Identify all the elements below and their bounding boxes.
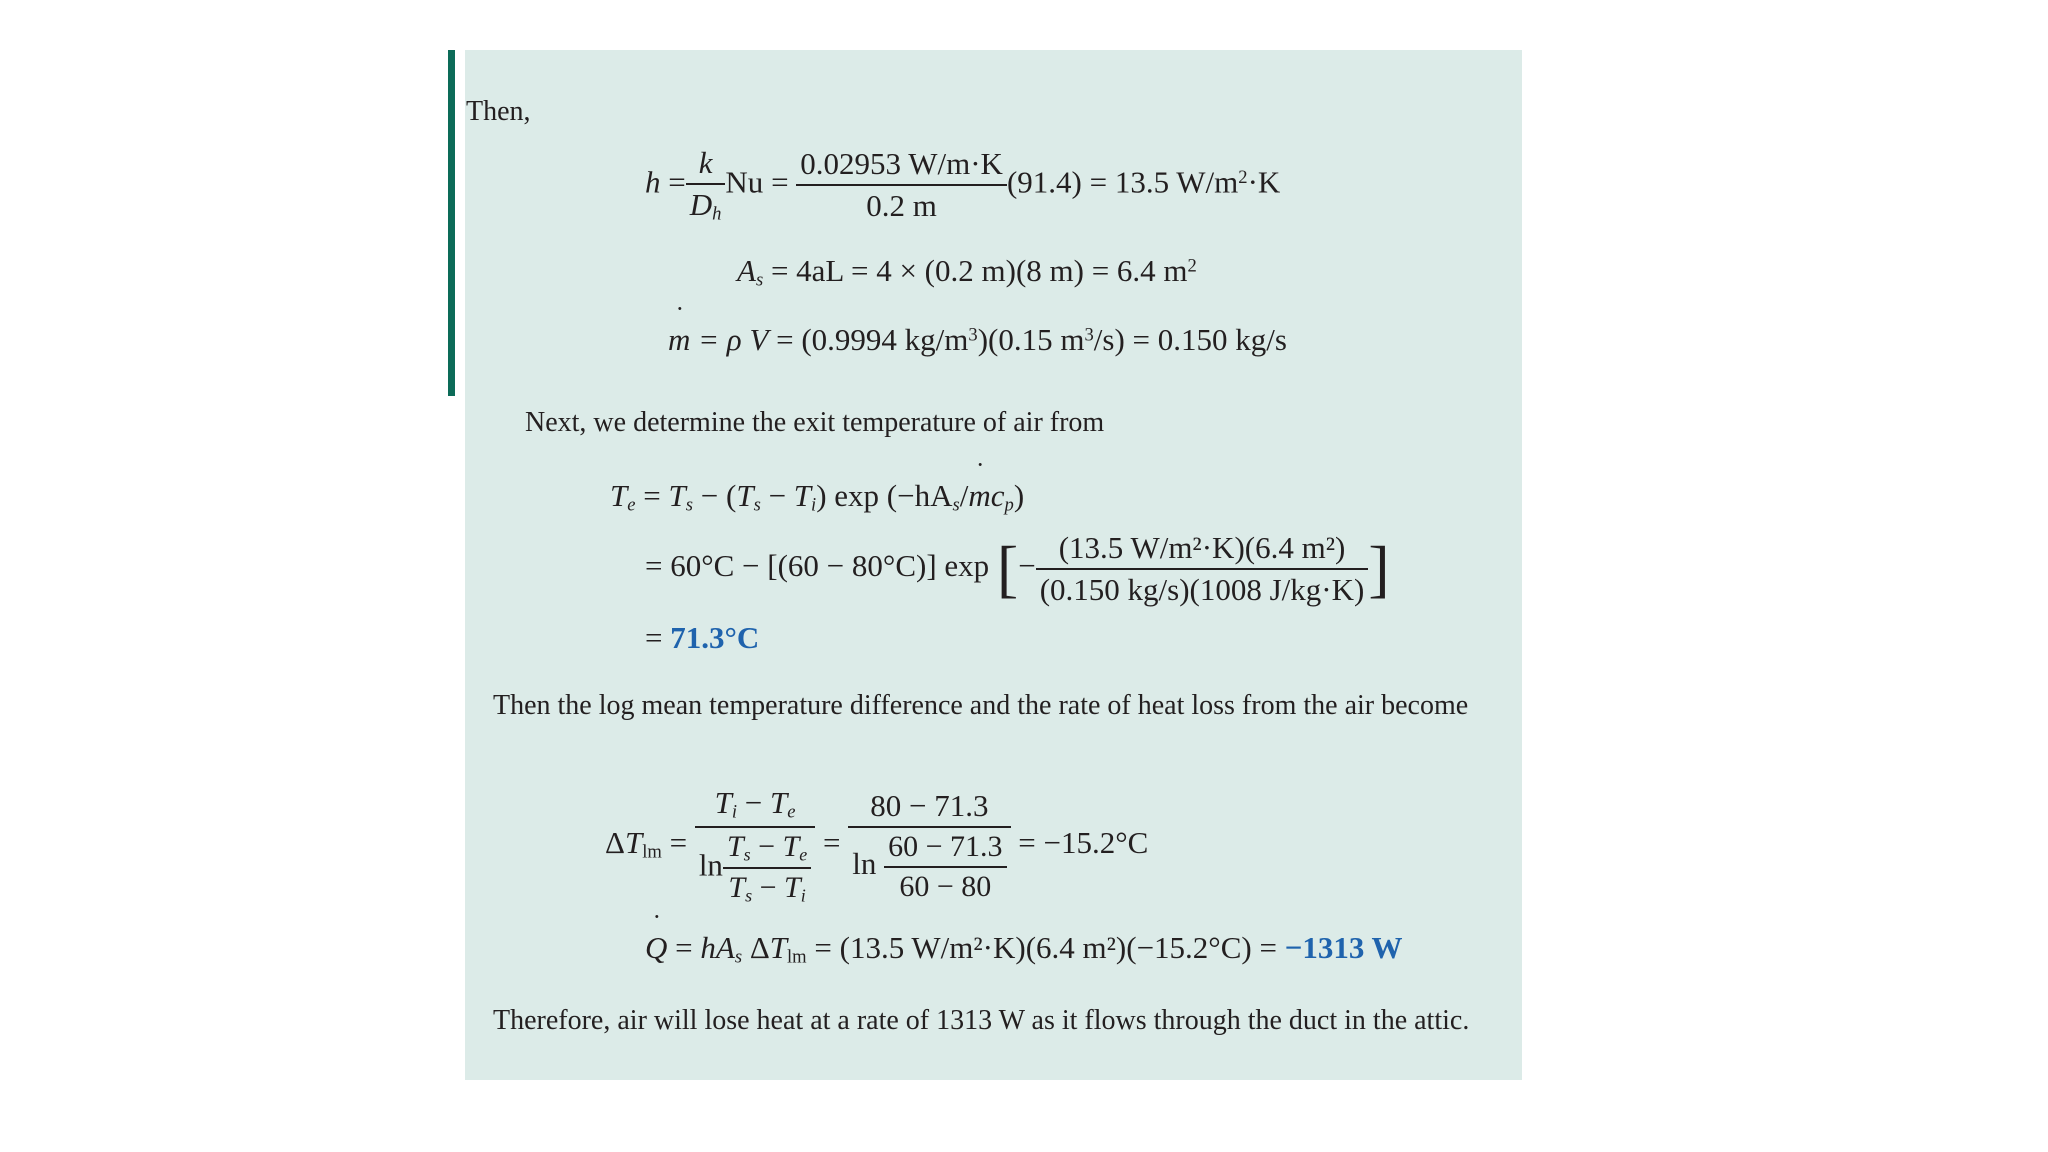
equation-te-line3 [645,620,759,656]
eq-mdot-sup-a: 3 [968,324,978,346]
eq-te-result: 71.3°C [670,620,760,655]
accent-bar [448,50,455,396]
eq-h-frac-values [796,146,1007,224]
eq-q-result: −1313 W [1284,930,1403,965]
eq-q-rhs: = (13.5 W/m²·K)(6.4 m²)(−15.2°C) = [814,930,1277,965]
eq-mdot-sup-b: 3 [1084,324,1094,346]
eq-h-frac-k-dh [686,145,726,226]
equation-mdot [668,322,1287,358]
eq-lmtd-inner-den: 60 − 80 [899,869,992,903]
eq-h-frac-num: 0.02953 W/m·K [796,146,1007,186]
eq-as-lhs-sub: s [755,269,764,291]
eq-mdot-mid: = ρ V [698,322,769,357]
eq-te-line2-prefix: = 60°C − [(60 − 80°C)] exp [645,548,990,584]
intro-next: Next, we determine the exit temperature of air from [525,407,1105,438]
eq-lmtd-ln1: ln [698,847,723,883]
eq-as-rhs-sup: 2 [1187,255,1197,277]
equation-te-line2: = 60°C − [(60 − 80°C)] exp [− $\frac{\text{(13.5 W/m²·K)(6.4 m²)}}{(0.150 kg/s)(1008 J/kg\cdot K)}$ ] [645,530,1390,607]
eq-te-frac-num: (13.5 W/m²·K)(6.4 m²) [1036,530,1369,570]
paragraph-lmtd: Then the log mean temperature difference and the rate of heat loss from the air become [493,690,1469,721]
eq-h-d-sub: h [712,203,722,225]
equation-te-line1: $T_e = T_s - (T_s - T_i)$ $\exp (-hA_s/m$ $˙c_p$) [610,478,1024,517]
equation-h: h = $\frac{k}{D_h}$ Nu = $\frac{0.02953 W/m\cdot K}{0.2 m}$ (91.4) = 13.5 $W/m^2\cdot K$ [645,145,1281,225]
equation-lmtd: $\Delta T_{lm}$ = $T_i - T_e$ ln $\frac{T_s - T_e}{T_s - T_i}$ = 80 − 71.3 ln $\frac{60 - 71.3}{60 - 80}$ = −15.2°C [605,785,1149,906]
eq-h-d: D [689,187,713,222]
eq-lmtd-inner-num: 60 − 71.3 [884,830,1006,868]
eq-lmtd-ln2: ln [852,845,877,881]
eq-as-rhs: = 4aL = 4 × (0.2 m)(8 m) = 6.4 m [770,253,1188,288]
paragraph-therefore: Therefore, air will lose heat at a rate of 1313 W as it flows through the duct in the attic. [493,1005,1470,1036]
eq-te-line3-eq: = [645,620,663,655]
eq-lmtd-frac2-num: 80 − 71.3 [848,788,1010,828]
eq-te-frac [1036,530,1369,608]
eq-mdot-rhs-a: = (0.9994 kg/m [776,322,969,357]
eq-h-nu: Nu [725,164,764,200]
eq-h-lhs: h [645,164,661,200]
equation-q: Q ˙ = $hA_s$ $\Delta T_{lm} = (13.5$ W/m²·K)(6.4 m²)(−15.2°C) = −1313 W [645,930,1403,969]
eq-te-frac-den: (0.150 kg/s)(1008 J/kg·K) [1039,572,1365,607]
eq-h-k: k [698,145,713,180]
eq-h-frac-den: 0.2 m [866,188,937,224]
equation-as [737,253,1197,292]
eq-as-lhs: A [737,253,756,288]
eq-te-line1-text: exp (−hA [834,478,953,513]
eq-h-factor: (91.4) [1006,164,1082,200]
eq-lmtd-result: = −15.2°C [1018,824,1149,860]
intro-then: Then, [466,96,531,127]
eq-mdot-rhs-b: )(0.15 m [977,322,1085,357]
eq-lmtd-frac2 [848,788,1010,904]
eq-mdot-rhs-c: /s) = 0.150 kg/s [1093,322,1287,357]
eq-mdot-lhs: m ˙ [668,322,690,358]
eq-h-result-sup: 2 [1238,167,1248,189]
eq-lmtd-frac1: $T_i - T_e$ ln $\frac{T_s - T_e}{T_s - T_i}$ [695,785,815,907]
eq-h-result-tail: ·K [1247,164,1281,200]
eq-h-result: = 13.5 W/m [1089,164,1239,200]
